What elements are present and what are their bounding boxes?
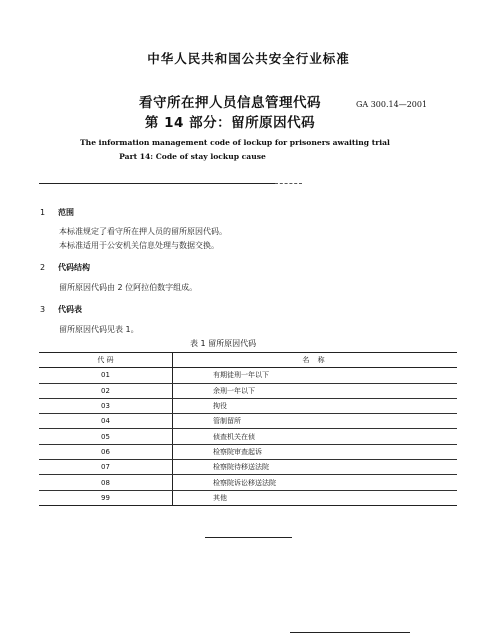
name-cell: 检察院诉讼移送法院 bbox=[173, 475, 458, 490]
name-cell: 检察院审查起诉 bbox=[173, 444, 458, 459]
code-cell: 07 bbox=[39, 460, 173, 475]
code-cell: 08 bbox=[39, 475, 173, 490]
standard-number: GA 300.14—2001 bbox=[356, 100, 428, 109]
section-1-title: 范围 bbox=[58, 208, 74, 217]
title-separator-rule bbox=[39, 183, 275, 184]
title-chinese-line-1: 看守所在押人员信息管理代码 bbox=[139, 95, 321, 111]
standard-category-header: 中华人民共和国公共安全行业标准 bbox=[147, 51, 350, 66]
column-header-code: 代 码 bbox=[39, 353, 173, 368]
name-cell: 管制留所 bbox=[173, 414, 458, 429]
code-cell: 02 bbox=[39, 383, 173, 398]
title-english-line-2: Part 14: Code of stay lockup cause bbox=[119, 152, 266, 161]
section-2-title: 代码结构 bbox=[58, 263, 90, 272]
section-2-heading bbox=[40, 262, 90, 273]
name-cell: 检察院待移送法院 bbox=[173, 460, 458, 475]
section-1-number: 1 bbox=[40, 208, 46, 217]
table-caption: 表 1 留所原因代码 bbox=[190, 339, 257, 348]
name-cell: 其他 bbox=[173, 490, 458, 505]
table-row bbox=[39, 383, 457, 398]
table-row bbox=[39, 460, 457, 475]
section-3-number: 3 bbox=[40, 305, 46, 314]
column-header-name: 名 称 bbox=[173, 353, 458, 368]
title-separator-rule-dashed bbox=[275, 183, 302, 184]
table-row bbox=[39, 414, 457, 429]
title-english-line-1: The information management code of lockup for prisoners awaiting trial bbox=[80, 138, 390, 147]
code-cell: 99 bbox=[39, 490, 173, 505]
section-3-paragraph-1: 留所原因代码见表 1。 bbox=[59, 325, 139, 334]
name-cell: 侦查机关在侦 bbox=[173, 429, 458, 444]
page-footer-rule bbox=[290, 632, 410, 633]
section-3-heading bbox=[40, 304, 82, 315]
code-table bbox=[39, 352, 457, 506]
name-cell: 余刑一年以下 bbox=[173, 383, 458, 398]
code-cell: 05 bbox=[39, 429, 173, 444]
table-row bbox=[39, 368, 457, 383]
name-cell: 有期徒刑一年以下 bbox=[173, 368, 458, 383]
code-cell: 01 bbox=[39, 368, 173, 383]
table-row bbox=[39, 444, 457, 459]
table-row bbox=[39, 429, 457, 444]
table-header-row bbox=[39, 353, 457, 368]
code-cell: 06 bbox=[39, 444, 173, 459]
title-chinese-line-2: 第 14 部分：留所原因代码 bbox=[144, 115, 316, 131]
section-1-heading bbox=[40, 207, 74, 218]
section-2-paragraph-1: 留所原因代码由 2 位阿拉伯数字组成。 bbox=[59, 283, 198, 292]
code-cell: 04 bbox=[39, 414, 173, 429]
table-row bbox=[39, 490, 457, 505]
table-row bbox=[39, 398, 457, 413]
table-row bbox=[39, 475, 457, 490]
code-cell: 03 bbox=[39, 398, 173, 413]
section-1-paragraph-2: 本标准适用于公安机关信息处理与数据交换。 bbox=[59, 241, 219, 250]
section-1-paragraph-1: 本标准规定了看守所在押人员的留所原因代码。 bbox=[59, 227, 227, 236]
table-end-rule bbox=[205, 537, 292, 538]
section-3-title: 代码表 bbox=[58, 305, 82, 314]
section-2-number: 2 bbox=[40, 263, 46, 272]
name-cell: 拘役 bbox=[173, 398, 458, 413]
